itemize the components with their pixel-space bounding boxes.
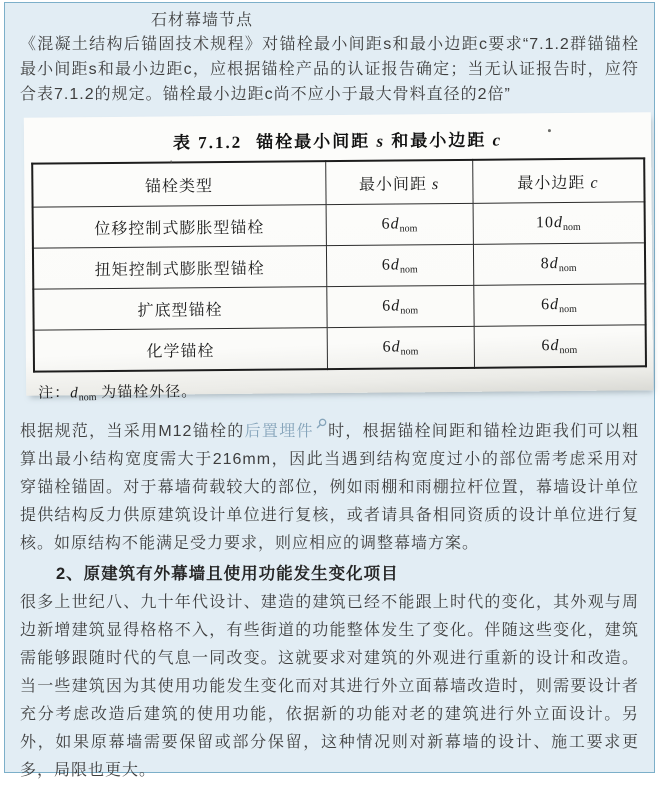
cell-min-edge: $10d_{nom}$ [473, 202, 645, 244]
cell-min-edge: $6d_{nom}$ [474, 325, 646, 368]
footnote-text: 为锚栓外径。 [96, 384, 198, 402]
paragraph-renovation: 很多上世纪八、九十年代设计、建造的建筑已经不能跟上时代的变化，其外观与周边新增建筑显得格格不入，有些街道的功能整体发生了变化。伴随这些变化，建筑需能够跟随时代的气息一同改变。这就要求对建筑的外观进行重新的设计和改造。当一些建筑因为其使用功能发生变化而对其进行外立面幕墙改造时，则需要设计者充分考虑改造后建筑的使用功能，依据新的功能对老的建筑进行外立面设计。另外，如果原幕墙需要保留或部分保留，这种情况则对新幕墙的设计、施工要求更多，局限也更大。 [20, 594, 639, 779]
table-row [33, 284, 645, 330]
term-link-label: 后置埋件 [244, 423, 314, 440]
page-title: 石材幕墙节点 [151, 12, 254, 29]
paragraph-calculation [20, 418, 639, 558]
footnote-prefix: 注： [38, 385, 71, 402]
cell-min-edge: $8d_{nom}$ [473, 243, 645, 285]
cell-anchor-type: 扩底型锚栓 [33, 287, 327, 331]
table-header-row [32, 158, 644, 207]
header-min-edge-var: c [590, 174, 599, 192]
caption-text-c: 和最小边距 [384, 130, 493, 151]
header-min-spacing [325, 160, 472, 205]
paragraph-calculation-lead: 根据规范，当采用M12锚栓的 [20, 423, 245, 440]
paragraph-calculation-rest: 时，根据锚栓间距和锚栓边距我们可以粗算出最小结构宽度需大于216mm，因此当遇到结构宽度过小的部位需考虑采用对穿锚栓锚固。对于幕墙荷载较大的部位，例如雨棚和雨棚拉杆位置，幕墙设计单位提供结构反力供原建筑设计单位进行复核，或者请具备相同资质的设计单位进行复核。如原结构不能满足受力要求，则应相应的调整幕墙方案。 [20, 423, 639, 552]
header-min-spacing-var: s [431, 175, 440, 193]
scan-noise-dot [548, 129, 551, 132]
article-page [4, 2, 655, 779]
cell-anchor-type: 化学锚栓 [33, 328, 327, 372]
table-scan-image [24, 112, 653, 404]
table-footnote [38, 376, 653, 403]
search-icon [316, 418, 327, 429]
table-row [32, 243, 644, 289]
table-number: 表 7.1.2 [172, 132, 243, 153]
header-min-edge [472, 158, 644, 203]
cell-min-edge: $6d_{nom}$ [473, 284, 645, 326]
cell-min-spacing: $6d_{nom}$ [326, 244, 473, 286]
header-min-edge-label: 最小边距 [517, 174, 591, 192]
header-min-spacing-label: 最小间距 [358, 175, 433, 194]
section-heading-2: 2、原建筑有外幕墙且使用功能发生变化项目 [56, 565, 399, 583]
table-row [32, 202, 644, 248]
caption-var-c: c [492, 130, 503, 150]
table-caption [24, 112, 651, 154]
article-content [5, 3, 654, 785]
caption-var-s: s [376, 131, 386, 151]
paragraph-regulation-quote: 《混凝土结构后锚固技术规程》对锚栓最小间距s和最小边距c要求“7.1.2群锚锚栓最小间距s和最小边距c，应根据锚栓产品的认证报告确定；当无认证报告时，应符合表7.1.2的规定。锚栓最小边距c尚不应小于最大骨料直径的2倍” [20, 36, 639, 103]
caption-text-s: 锚栓最小间距 [256, 131, 377, 152]
cell-min-spacing: $6d_{nom}$ [326, 203, 473, 245]
term-link-rear-embedded-part[interactable] [245, 423, 328, 440]
footnote-var: d [70, 385, 79, 402]
footnote-sub: nom [78, 392, 97, 404]
cell-anchor-type: 扭矩控制式膨胀型锚栓 [32, 246, 326, 290]
cell-min-spacing: $6d_{nom}$ [327, 326, 474, 369]
scan-noise-dot [170, 160, 172, 162]
anchor-bolt-spacing-table [31, 157, 647, 372]
cell-min-spacing: $6d_{nom}$ [327, 285, 474, 327]
table-row [33, 325, 645, 372]
cell-anchor-type: 位移控制式膨胀型锚栓 [32, 205, 326, 249]
header-anchor-type: 锚栓类型 [32, 161, 326, 207]
